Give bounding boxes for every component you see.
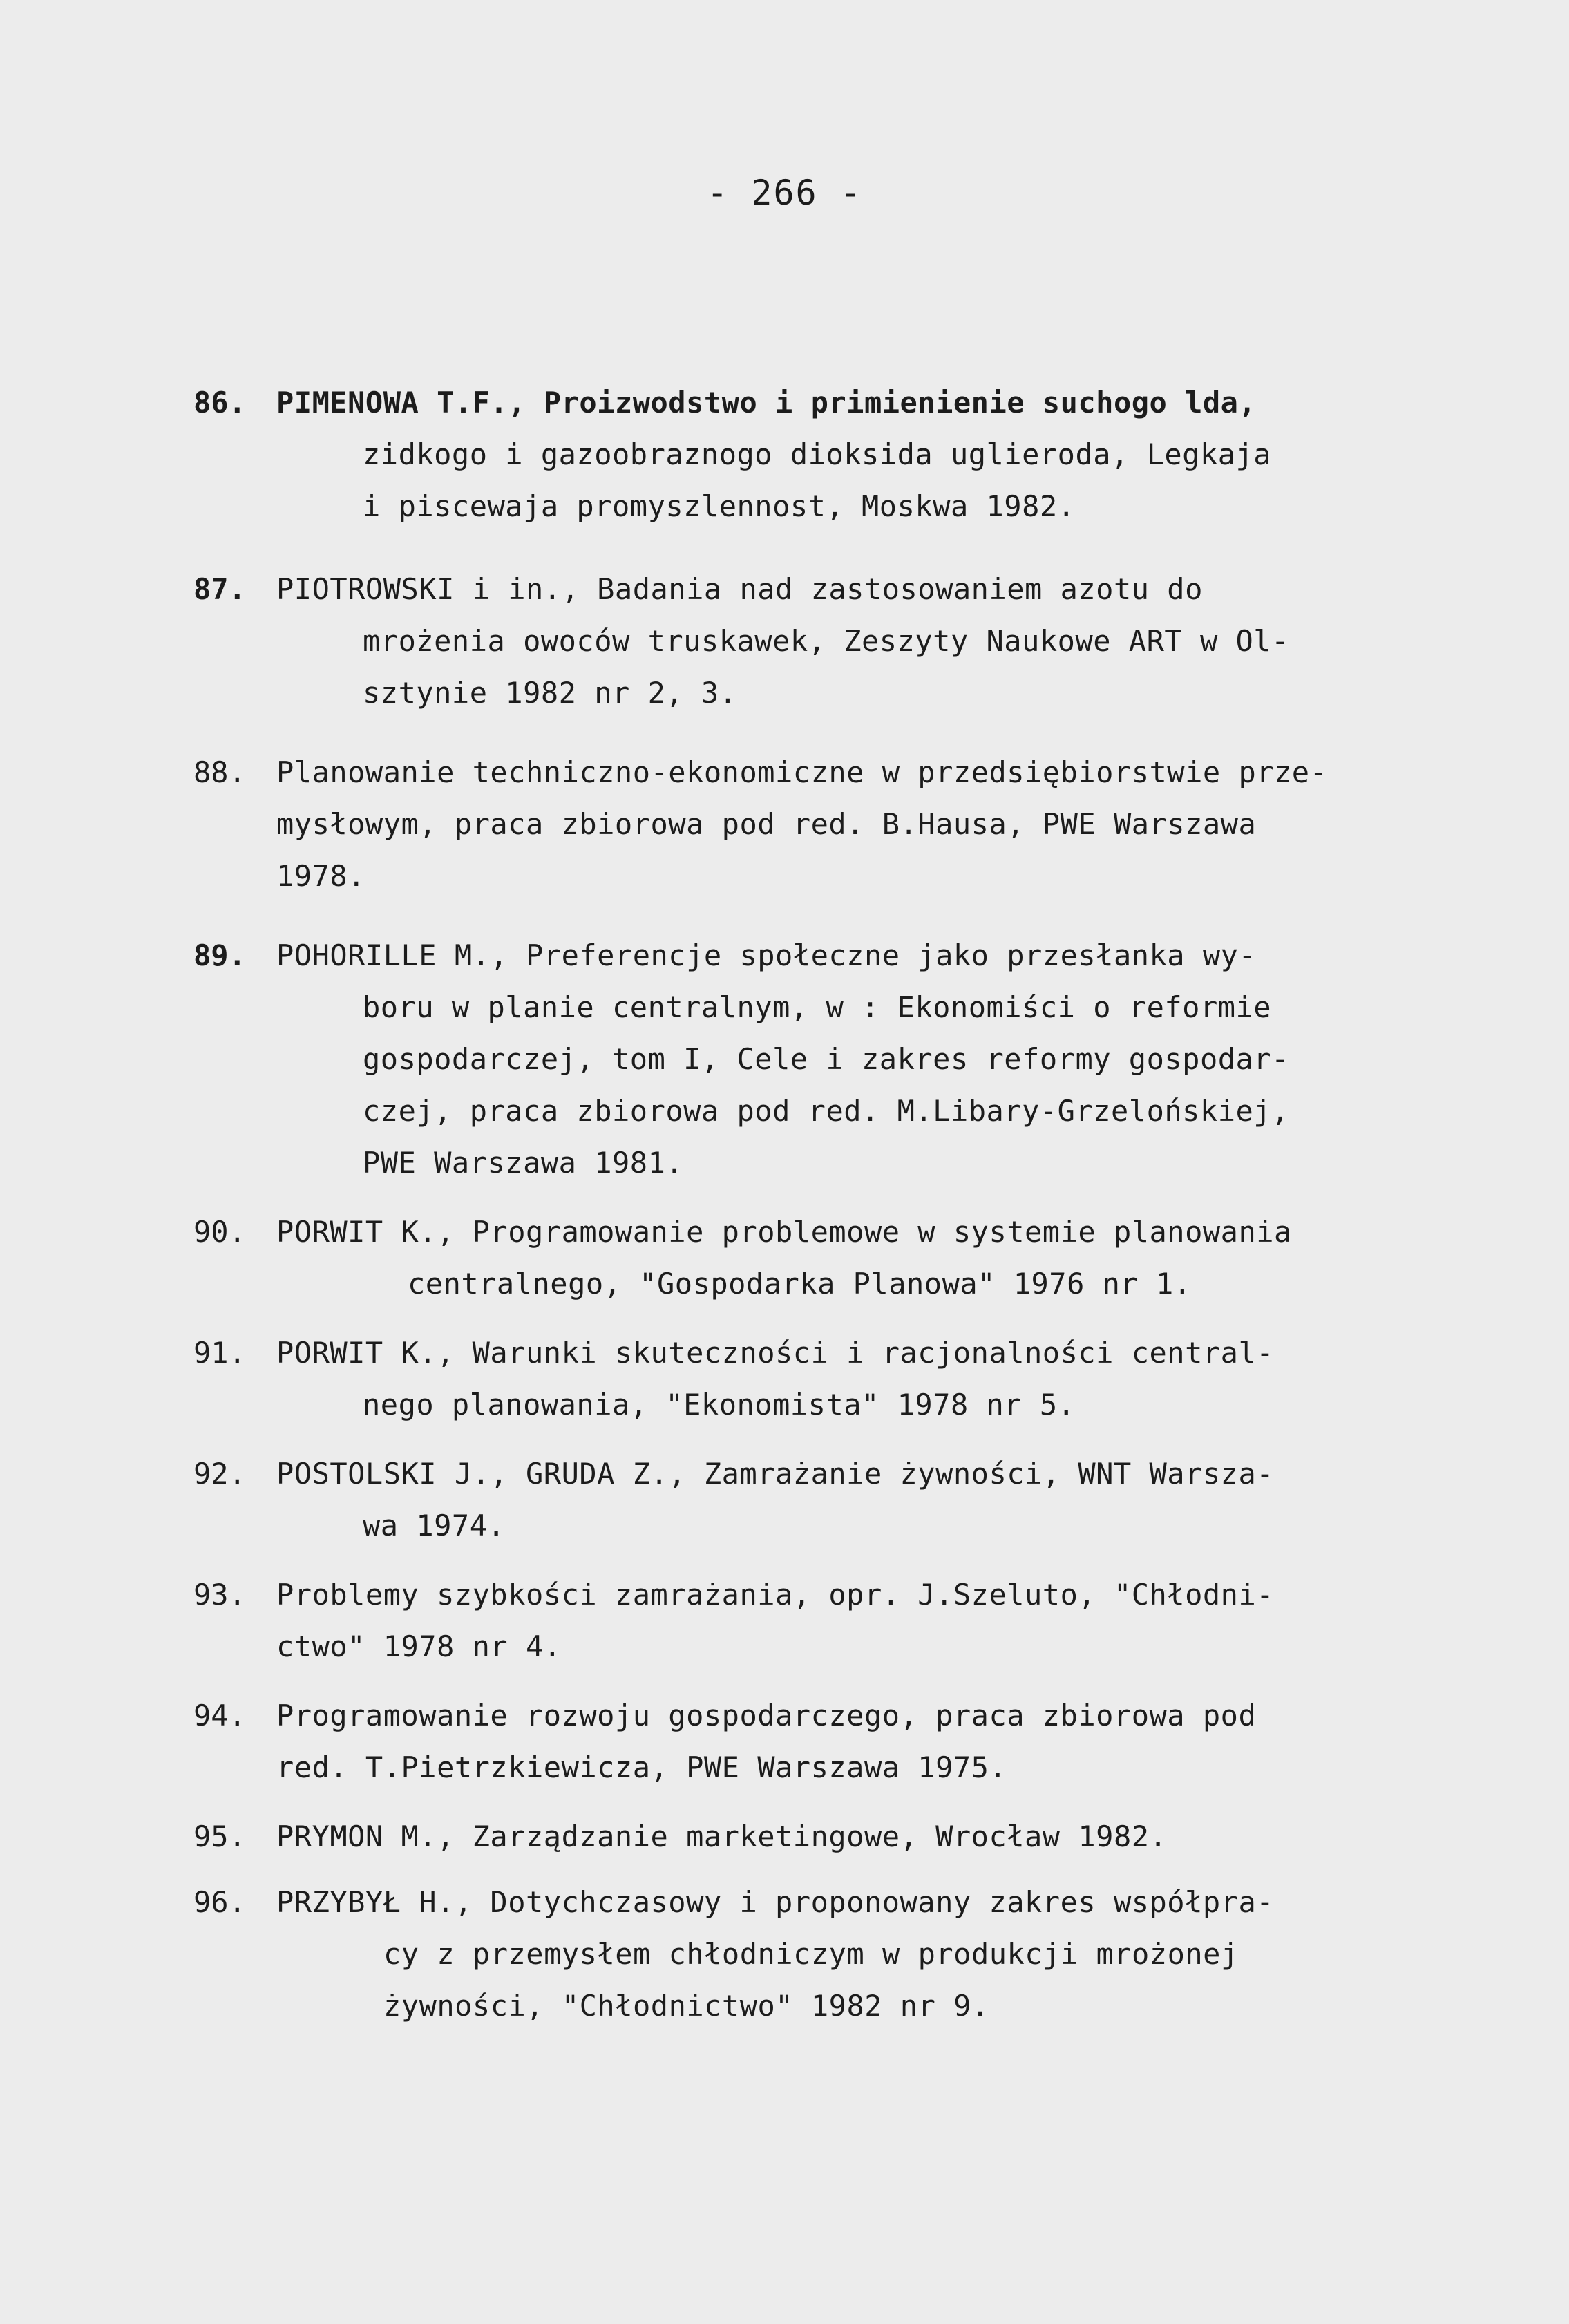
entry-line: gospodarczej, tom I, Cele i zakres reformy gospodar-: [363, 1042, 1289, 1076]
entry-number: 95.: [193, 1820, 246, 1853]
entry-line: PIOTROWSKI i in., Badania nad zastosowaniem azotu do: [276, 572, 1203, 606]
entry-line: mysłowym, praca zbiorowa pod red. B.Hausa, PWE Warszawa: [276, 807, 1257, 841]
entry-line: czej, praca zbiorowa pod red. M.Libary-Grzelońskiej,: [363, 1094, 1289, 1128]
entry-line: PORWIT K., Programowanie problemowe w systemie planowania: [276, 1215, 1292, 1249]
entry-number: 91.: [193, 1336, 246, 1370]
entry-line: PWE Warszawa 1981.: [363, 1146, 684, 1180]
entry-number: 89.: [193, 938, 246, 972]
entry-line: Programowanie rozwoju gospodarczego, praca zbiorowa pod: [276, 1699, 1257, 1732]
page-number: - 266 -: [707, 173, 862, 213]
entry-line: żywności, "Chłodnictwo" 1982 nr 9.: [383, 1989, 989, 2023]
entry-line: PIMENOWA T.F., Proizwodstwo i primienienie suchogo lda,: [276, 386, 1257, 419]
entry-number: 88.: [193, 755, 246, 789]
entry-line: ctwo" 1978 nr 4.: [276, 1629, 562, 1663]
entry-line: POSTOLSKI J., GRUDA Z., Zamrażanie żywności, WNT Warsza-: [276, 1457, 1275, 1491]
entry-number: 86.: [193, 386, 246, 419]
entry-line: POHORILLE M., Preferencje społeczne jako przesłanka wy-: [276, 938, 1257, 972]
entry-line: cy z przemysłem chłodniczym w produkcji mrożonej: [383, 1937, 1239, 1971]
entry-line: centralnego, "Gospodarka Planowa" 1976 nr 1.: [408, 1267, 1192, 1301]
entry-line: zidkogo i gazoobraznogo dioksida uglieroda, Legkaja: [363, 437, 1272, 471]
entry-line: i piscewaja promyszlennost, Moskwa 1982.: [363, 489, 1076, 523]
entry-line: PRYMON M., Zarządzanie marketingowe, Wrocław 1982.: [276, 1820, 1168, 1853]
entry-line: 1978.: [276, 859, 365, 893]
entry-line: sztynie 1982 nr 2, 3.: [363, 676, 737, 710]
entry-line: boru w planie centralnym, w : Ekonomiści o reformie: [363, 990, 1272, 1024]
entry-number: 87.: [193, 572, 246, 606]
entry-line: Planowanie techniczno-ekonomiczne w przedsiębiorstwie prze-: [276, 755, 1328, 789]
entry-line: red. T.Pietrzkiewicza, PWE Warszawa 1975.: [276, 1750, 1007, 1784]
entry-line: mrożenia owoców truskawek, Zeszyty Naukowe ART w Ol-: [363, 624, 1289, 658]
entry-number: 90.: [193, 1215, 246, 1249]
entry-line: wa 1974.: [363, 1509, 506, 1542]
entry-line: PRZYBYŁ H., Dotychczasowy i proponowany zakres współpra-: [276, 1885, 1275, 1919]
entry-number: 92.: [193, 1457, 246, 1491]
entry-line: nego planowania, "Ekonomista" 1978 nr 5.: [363, 1388, 1076, 1421]
entry-number: 96.: [193, 1885, 246, 1919]
entry-line: Problemy szybkości zamrażania, opr. J.Szeluto, "Chłodni-: [276, 1578, 1275, 1612]
entry-line: PORWIT K., Warunki skuteczności i racjonalności central-: [276, 1336, 1275, 1370]
entry-number: 93.: [193, 1578, 246, 1612]
entry-number: 94.: [193, 1699, 246, 1732]
